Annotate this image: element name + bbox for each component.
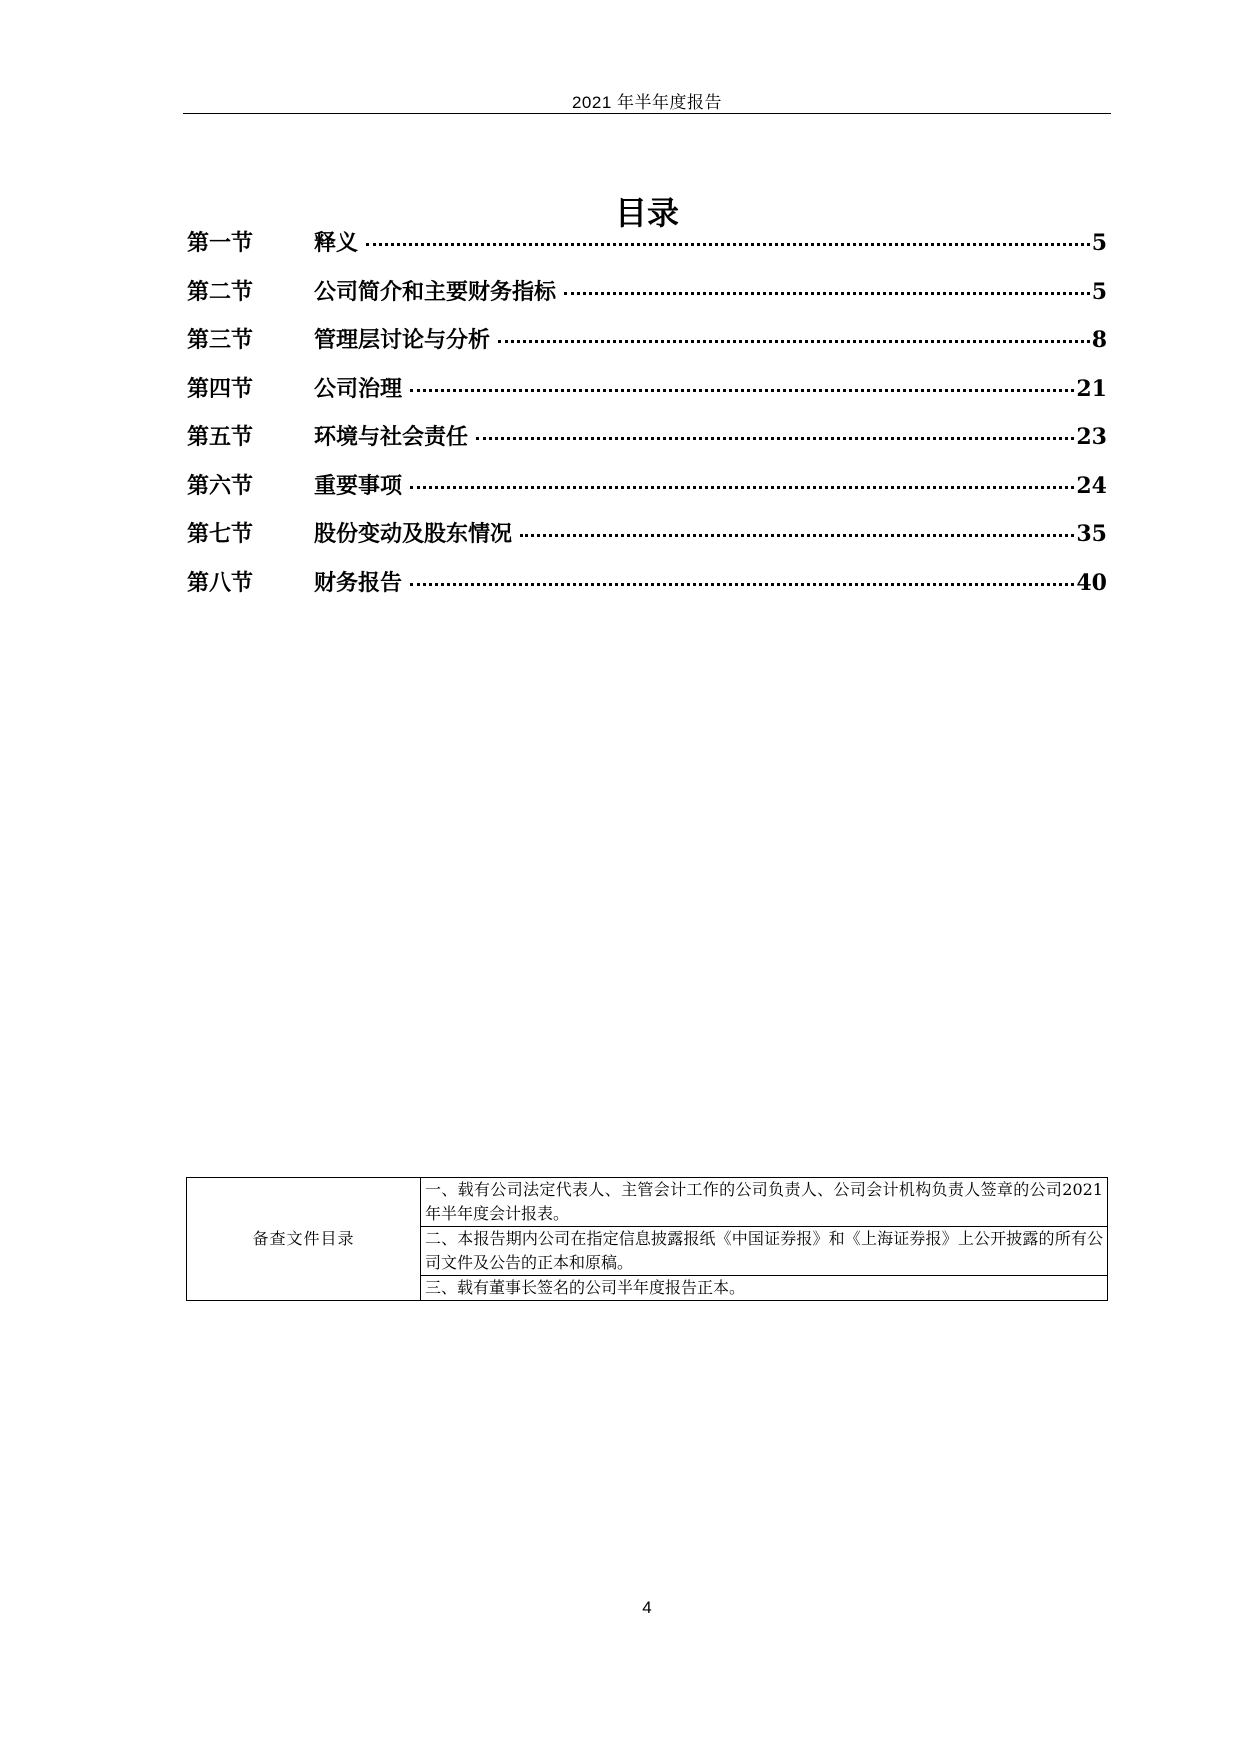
table-of-contents — [187, 226, 1107, 614]
toc-section-number: 第二节 — [187, 279, 254, 305]
toc-leader-dots — [520, 534, 1074, 537]
table-row — [187, 1178, 1108, 1227]
page-number: 4 — [642, 1598, 652, 1617]
reference-document-item: 一、载有公司法定代表人、主管会计工作的公司负责人、公司会计机构负责人签章的公司2021年半年度会计报表。 — [421, 1178, 1108, 1227]
toc-section-number: 第七节 — [187, 522, 254, 547]
toc-entry[interactable] — [187, 226, 1107, 275]
reference-documents-table — [186, 1177, 1108, 1301]
toc-section-number: 第三节 — [187, 328, 254, 353]
toc-page-number: 5 — [1091, 230, 1107, 256]
toc-entry[interactable] — [187, 323, 1107, 372]
toc-section-number: 第八节 — [187, 570, 254, 596]
toc-leader-dots — [564, 292, 1090, 295]
toc-section-number: 第六节 — [187, 473, 254, 499]
toc-leader-dots — [410, 389, 1074, 392]
toc-leader-dots — [476, 437, 1074, 440]
toc-section-title: 股份变动及股东情况 — [314, 522, 513, 547]
toc-section-number: 第四节 — [187, 376, 254, 402]
toc-section-number: 第五节 — [187, 425, 254, 450]
toc-section-title: 环境与社会责任 — [314, 425, 469, 450]
toc-entry[interactable] — [187, 566, 1107, 615]
toc-entry[interactable] — [187, 517, 1107, 566]
toc-page-number: 35 — [1076, 521, 1107, 547]
reference-document-item: 三、载有董事长签名的公司半年度报告正本。 — [421, 1276, 1108, 1301]
toc-section-title: 管理层讨论与分析 — [314, 328, 491, 353]
toc-section-title: 重要事项 — [314, 473, 403, 499]
toc-page-number: 21 — [1076, 375, 1107, 402]
toc-section-title: 公司治理 — [314, 376, 403, 402]
page-header: 2021 年半年度报告 — [571, 93, 723, 112]
toc-leader-dots — [498, 340, 1090, 343]
toc-entry[interactable] — [187, 469, 1107, 518]
toc-page-number: 40 — [1076, 569, 1107, 596]
toc-entry[interactable] — [187, 372, 1107, 421]
toc-section-number: 第一节 — [187, 231, 254, 256]
toc-page-number: 24 — [1076, 472, 1107, 499]
toc-section-title: 释义 — [314, 231, 359, 256]
reference-document-item: 二、本报告期内公司在指定信息披露报纸《中国证券报》和《上海证券报》上公开披露的所有公司文件及公告的正本和原稿。 — [421, 1227, 1108, 1276]
toc-entry[interactable] — [187, 275, 1107, 324]
toc-entry[interactable] — [187, 420, 1107, 469]
toc-title: 目录 — [614, 194, 679, 232]
header-rule — [183, 113, 1111, 114]
toc-leader-dots — [410, 583, 1074, 586]
toc-leader-dots — [366, 243, 1090, 246]
toc-section-title: 财务报告 — [314, 570, 403, 596]
toc-page-number: 23 — [1076, 424, 1107, 450]
reference-documents-heading: 备查文件目录 — [187, 1178, 421, 1301]
toc-leader-dots — [410, 486, 1074, 489]
toc-page-number: 8 — [1091, 327, 1107, 353]
toc-page-number: 5 — [1091, 278, 1107, 305]
toc-section-title: 公司简介和主要财务指标 — [314, 279, 557, 305]
